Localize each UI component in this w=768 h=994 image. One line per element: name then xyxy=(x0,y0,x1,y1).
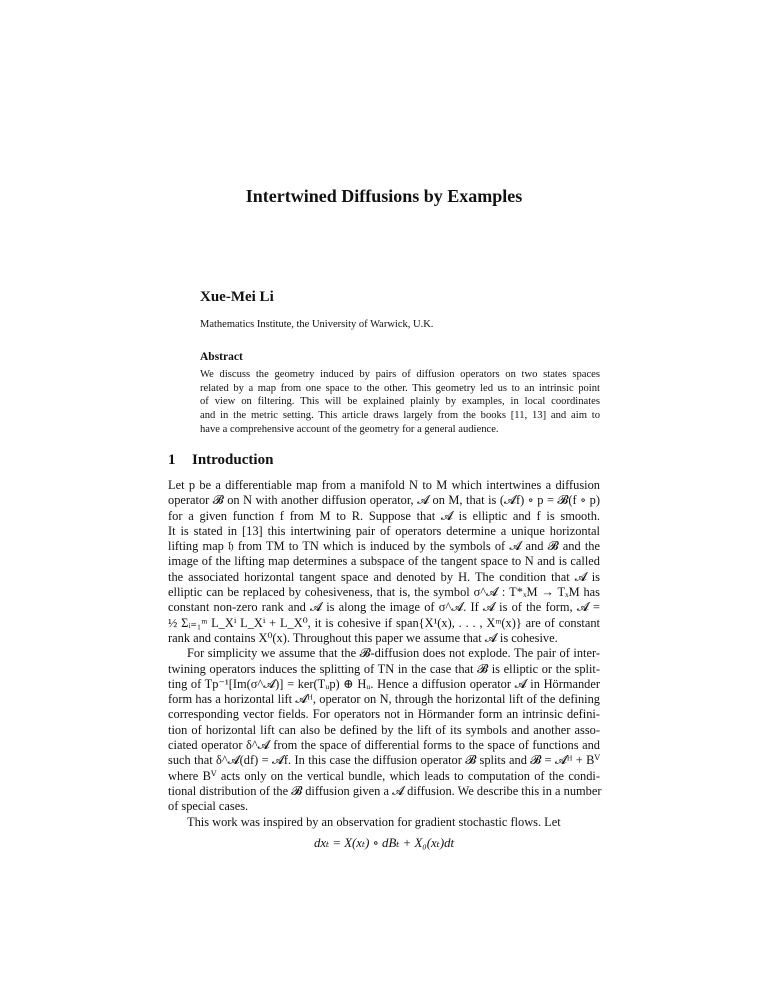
body-line: the associated horizontal tangent space and denoted by H. The condition that 𝓐 is xyxy=(168,569,600,584)
body-line: Let p be a differentiable map from a manifold N to M which intertwines a diffusion xyxy=(168,478,600,492)
section-heading xyxy=(168,450,273,470)
abstract-heading: Abstract xyxy=(200,351,243,363)
abstract-line: have a comprehensive account of the geometry for a general audience. xyxy=(200,423,499,435)
body-line: This work was inspired by an observation for gradient stochastic flows. Let xyxy=(187,814,561,829)
body-line: image of the lifting map determines a subspace of the tangent space to N and is called xyxy=(168,554,600,569)
body-line: twining operators induces the splitting of TN in the case that 𝓑 is elliptic or the split- xyxy=(168,661,600,676)
body-line: form has a horizontal lift 𝓐ᴴ, operator on N, through the horizontal lift of the defining xyxy=(168,692,600,707)
body-line: constant non-zero rank and 𝓐 is along the image of σ^𝓐. If 𝓐 is of the form, 𝓐 = xyxy=(168,600,600,615)
body-line: for a given function f from M to R. Suppose that 𝓐 is elliptic and f is smooth. xyxy=(168,508,600,523)
body-line: ½ Σᵢ₌₁ᵐ L_Xⁱ L_Xⁱ + L_X⁰, it is cohesive if span{X¹(x), . . . , Xᵐ(x)} are of constant xyxy=(168,615,600,630)
body-line: of special cases. xyxy=(168,799,249,814)
abstract-line: of view on filtering. This will be explained plainly by examples, in local coordinates xyxy=(200,396,600,408)
body-line: lifting map 𝔥 from TM to TN which is induced by the symbols of 𝓐 and 𝓑 and the xyxy=(168,539,600,554)
body-line: For simplicity we assume that the 𝓑-diffusion does not explode. The pair of inter- xyxy=(187,646,600,661)
body-line: ting of Tp⁻¹[Im(σ^𝓐)] = ker(Tᵤp) ⊕ Hᵤ. Hence a diffusion operator 𝓐 in Hörmander xyxy=(168,676,600,691)
body-line: rank and contains X⁰(x). Throughout this paper we assume that 𝓐 is cohesive. xyxy=(168,630,558,645)
section-title: Introduction xyxy=(192,452,274,468)
body-line: It is stated in [13] this intertwining pair of operators determine a unique horizontal xyxy=(168,523,600,538)
body-line: elliptic can be replaced by cohesiveness, that is, the symbol σ^𝓐 : T*ₓM → TₓM has xyxy=(168,585,600,600)
body-line: tional distribution of the 𝓑 diffusion given a 𝓐 diffusion. We describe this in a number xyxy=(168,783,602,798)
paper-title: Intertwined Diffusions by Examples xyxy=(245,186,523,206)
body-text xyxy=(168,478,600,830)
author-name: Xue-Mei Li xyxy=(200,289,274,305)
body-line: operator 𝓑 on N with another diffusion operator, 𝓐 on M, that is (𝓐f) ∘ p = 𝓑(f ∘ p) xyxy=(168,493,600,508)
body-line: tion of horizontal lift can also be defined by the lift of its symbols and another asso- xyxy=(168,722,600,737)
body-line: where Bⱽ acts only on the vertical bundle, which leads to computation of the condi- xyxy=(168,768,600,783)
abstract-line: and in the metric setting. This article draws largely from the books [11, 13] and aim to xyxy=(200,410,600,422)
body-line: corresponding vector fields. For operators not in Hörmander form an intrinsic defini- xyxy=(168,707,600,722)
author-affiliation: Mathematics Institute, the University of Warwick, U.K. xyxy=(200,319,434,330)
section-number: 1 xyxy=(168,452,176,468)
equation: dxₜ = X(xₜ) ∘ dBₜ + X₀(xₜ)dt xyxy=(313,836,455,850)
abstract-line: related by a map from one space to the other. This geometry led us to an intrinsic point xyxy=(200,382,600,394)
body-line: such that δ^𝓐(df) = 𝓐f. In this case the diffusion operator 𝓑 splits and 𝓑 = 𝓐ᴴ + Bⱽ xyxy=(168,753,600,768)
abstract-text xyxy=(200,368,600,437)
body-line: ciated operator δ^𝓐 from the space of differential forms to the space of functions and xyxy=(168,738,600,753)
abstract-line: We discuss the geometry induced by pairs of diffusion operators on two states spaces xyxy=(200,369,600,380)
